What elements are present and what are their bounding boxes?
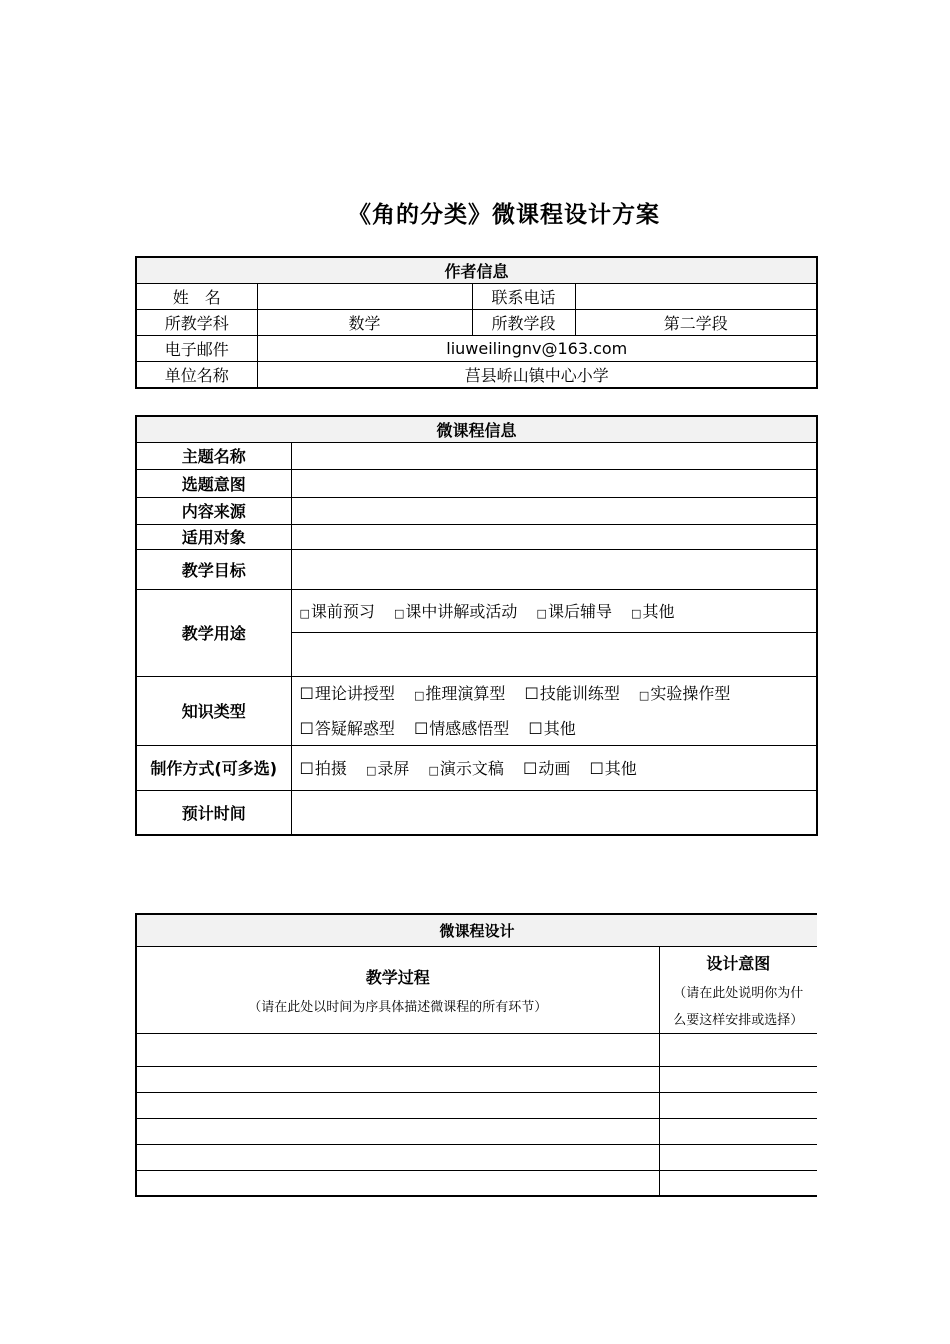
intent-cell[interactable] — [659, 1033, 817, 1066]
usage-option-preview[interactable]: □ 课前预习 — [300, 599, 375, 622]
usage-option-other[interactable]: □ 其他 — [631, 599, 674, 622]
course-design-table — [135, 913, 817, 1197]
intent-value[interactable] — [291, 469, 817, 497]
stage-label: 所教学段 — [472, 310, 575, 336]
knowledge-option-theory[interactable]: ☐ 理论讲授型 — [300, 677, 395, 710]
stage-value[interactable]: 第二学段 — [575, 310, 817, 336]
email-label: 电子邮件 — [136, 336, 257, 362]
phone-value[interactable] — [575, 284, 817, 310]
page-title: 《角的分类》微课程设计方案 — [348, 202, 660, 228]
course-info-table — [135, 415, 818, 836]
usage-options — [291, 589, 817, 632]
time-label: 预计时间 — [136, 790, 291, 835]
subject-label: 所教学科 — [136, 310, 257, 336]
knowledge-label: 知识类型 — [136, 676, 291, 745]
time-value[interactable] — [291, 790, 817, 835]
topic-value[interactable] — [291, 442, 817, 469]
production-option-filming[interactable]: ☐ 拍摄 — [300, 756, 347, 779]
knowledge-options — [291, 676, 817, 745]
email-value[interactable]: liuweilingnv@163.com — [257, 336, 817, 362]
process-header — [136, 946, 659, 1033]
production-label: 制作方式(可多选) — [136, 745, 291, 790]
process-note: （请在此处以时间为序具体描述微课程的所有环节） — [248, 999, 548, 1015]
process-cell[interactable] — [136, 1118, 659, 1144]
production-option-slides[interactable]: □ 演示文稿 — [428, 756, 503, 779]
knowledge-option-experiment[interactable]: □ 实验操作型 — [639, 677, 730, 712]
course-design-header: 微课程设计 — [136, 914, 817, 946]
knowledge-option-other[interactable]: ☐ 其他 — [528, 712, 575, 745]
design-intent-label: 设计意图 — [706, 954, 771, 973]
source-label: 内容来源 — [136, 497, 291, 524]
usage-label: 教学用途 — [136, 589, 291, 676]
usage-option-tutoring[interactable]: □ 课后辅导 — [537, 599, 612, 622]
intent-note-line2: 么要这样安排或选择） — [673, 1013, 804, 1028]
author-info-table — [135, 256, 818, 389]
production-option-other[interactable]: ☐ 其他 — [589, 756, 636, 779]
phone-label: 联系电话 — [472, 284, 575, 310]
intent-label: 选题意图 — [136, 469, 291, 497]
topic-label: 主题名称 — [136, 442, 291, 469]
course-info-header: 微课程信息 — [136, 416, 817, 442]
production-options — [291, 745, 817, 790]
production-option-screen[interactable]: □ 录屏 — [366, 756, 409, 779]
process-cell[interactable] — [136, 1092, 659, 1118]
intent-cell[interactable] — [659, 1170, 817, 1196]
knowledge-option-skill[interactable]: ☐ 技能训练型 — [524, 677, 619, 710]
name-label: 姓 名 — [136, 284, 257, 310]
source-value[interactable] — [291, 497, 817, 524]
process-cell[interactable] — [136, 1066, 659, 1092]
process-label: 教学过程 — [365, 967, 430, 987]
production-option-animation[interactable]: ☐ 动画 — [523, 756, 570, 779]
knowledge-option-emotion[interactable]: ☐ 情感感悟型 — [414, 712, 509, 745]
process-cell[interactable] — [136, 1144, 659, 1170]
author-info-header: 作者信息 — [136, 257, 817, 284]
goal-value[interactable] — [291, 549, 817, 589]
knowledge-option-qa[interactable]: ☐ 答疑解惑型 — [300, 712, 395, 745]
name-value[interactable] — [257, 284, 472, 310]
intent-cell[interactable] — [659, 1144, 817, 1170]
usage-extra[interactable] — [291, 632, 817, 676]
intent-cell[interactable] — [659, 1118, 817, 1144]
org-value[interactable]: 莒县峤山镇中心小学 — [257, 362, 817, 389]
subject-value[interactable]: 数学 — [257, 310, 472, 336]
knowledge-option-reasoning[interactable]: □ 推理演算型 — [414, 677, 505, 712]
org-label: 单位名称 — [136, 362, 257, 389]
process-cell[interactable] — [136, 1033, 659, 1066]
usage-option-in-class[interactable]: □ 课中讲解或活动 — [394, 599, 517, 622]
intent-cell[interactable] — [659, 1066, 817, 1092]
process-cell[interactable] — [136, 1170, 659, 1196]
intent-cell[interactable] — [659, 1092, 817, 1118]
audience-value[interactable] — [291, 524, 817, 549]
intent-note-line1: （请在此处说明你为什 — [673, 986, 804, 1001]
audience-label: 适用对象 — [136, 524, 291, 549]
goal-label: 教学目标 — [136, 549, 291, 589]
intent-header — [659, 946, 817, 1033]
